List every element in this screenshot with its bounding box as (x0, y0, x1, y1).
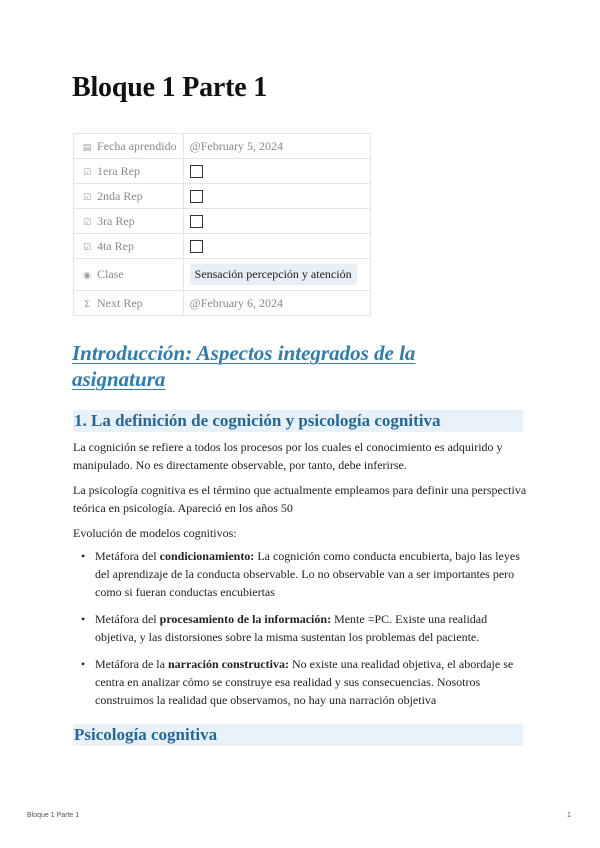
footer-title: Bloque 1 Parte 1 (27, 812, 80, 819)
property-row-3ra-rep (74, 209, 371, 234)
property-value-date[interactable]: @February 6, 2024 (183, 291, 370, 316)
property-key: Fecha aprendido (97, 138, 177, 153)
property-value-date[interactable]: @February 5, 2024 (183, 134, 370, 159)
list-item: • Metáfora de la narración constructiva: No existe una realidad objetiva, el abordaje se centra en analizar cómo se construye esa realidad y sus consecuencias. Nosotros construimos la realidad que observamos, no hay una narración objetiva (73, 655, 528, 709)
property-row-2nda-rep (74, 184, 371, 209)
checkbox-1era-rep[interactable] (190, 165, 203, 178)
checkbox-property-icon: ☑ (82, 167, 92, 178)
list-item: • Metáfora del procesamiento de la información: Mente =PC. Existe una realidad objetiva, y las distorsiones sobre la misma sustentan los problemas del paciente. (73, 610, 528, 646)
property-row-4ta-rep (74, 234, 371, 259)
section-heading-introduccion: Introducción: Aspectos integrados de la asignatura (72, 341, 416, 391)
page-title: Bloque 1 Parte 1 (72, 72, 268, 103)
checkbox-property-icon: ☑ (82, 192, 92, 203)
checkbox-property-icon: ☑ (82, 242, 92, 253)
paragraph-evolucion: Evolución de modelos cognitivos: (73, 526, 237, 540)
page-number: 1 (567, 812, 571, 819)
paragraph-psicologia-cognitiva: La psicología cognitiva es el término que actualmente empleamos para definir una perspectiva teórica en psicología. Apareció en los años 50 (73, 483, 527, 515)
checkbox-property-icon: ☑ (82, 217, 92, 228)
calendar-icon: ▤ (82, 142, 92, 153)
property-key: 3ra Rep (97, 213, 135, 228)
paragraph-cognicion: La cognición se refiere a todos los procesos por los cuales el conocimiento es adquirido y manipulado. No es directamente observable, por tanto, debe inferirse. (73, 440, 503, 472)
property-key: Next Rep (97, 295, 143, 310)
property-key: 1era Rep (97, 163, 140, 178)
property-key: 4ta Rep (97, 238, 134, 253)
section-heading-psicologia-cognitiva: Psicología cognitiva (73, 724, 523, 746)
formula-icon: Σ (84, 299, 90, 310)
list-item: • Metáfora del condicionamiento: La cognición como conducta encubierta, bajo las leyes del aprendizaje de la conducta observable. Lo no observable van a ser importantes pero como si fueran conductas encubiertas (73, 547, 528, 601)
clase-tag[interactable]: Sensación percepción y atención (190, 264, 357, 285)
select-icon: ◉ (83, 271, 91, 281)
property-key: 2nda Rep (97, 188, 143, 203)
properties-table (73, 133, 371, 316)
property-row-1era-rep (74, 159, 371, 184)
property-row-next-rep (74, 291, 371, 316)
property-row-clase (74, 259, 371, 291)
property-row-fecha-aprendido (74, 134, 371, 159)
property-key: Clase (97, 267, 124, 281)
checkbox-3ra-rep[interactable] (190, 215, 203, 228)
checkbox-2nda-rep[interactable] (190, 190, 203, 203)
section-heading-definicion: 1. La definición de cognición y psicología cognitiva (73, 410, 523, 432)
bullet-list-modelos (73, 547, 528, 718)
checkbox-4ta-rep[interactable] (190, 240, 203, 253)
